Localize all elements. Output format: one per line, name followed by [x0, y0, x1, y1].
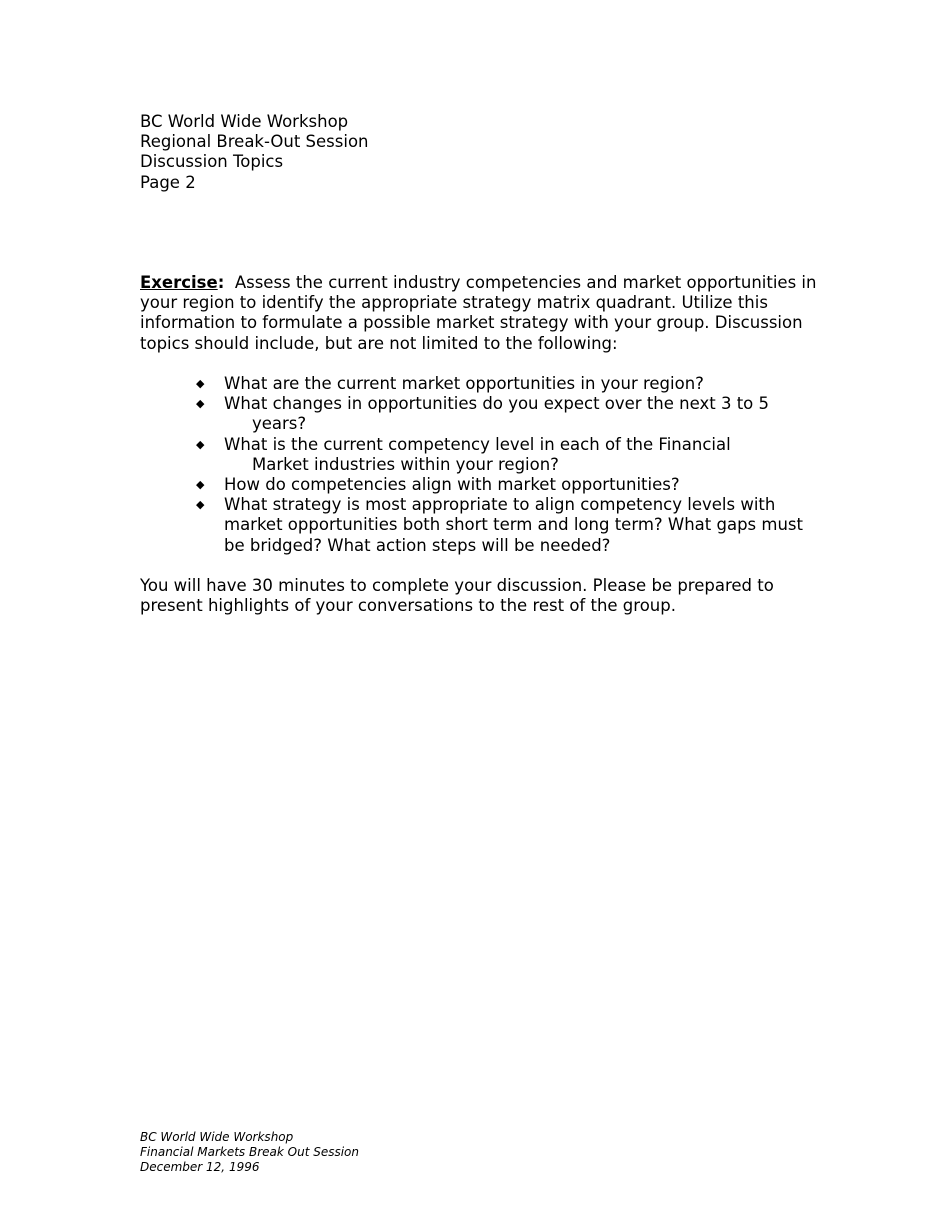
list-item: [140, 475, 814, 495]
footer-session: Financial Markets Break Out Session: [140, 1145, 359, 1159]
exercise-label: Exercise: [140, 273, 218, 292]
list-item-text: What changes in opportunities do you expect over the next 3 to 5: [224, 394, 770, 414]
exercise-paragraph: [140, 273, 820, 354]
list-item-continuation: Market industries within your region?: [252, 454, 559, 474]
header-session: Regional Break-Out Session: [140, 132, 369, 152]
header-title: BC World Wide Workshop: [140, 112, 349, 131]
diamond-bullet-icon: ◆: [196, 397, 205, 411]
document-footer: [140, 1130, 359, 1175]
footer-title: BC World Wide Workshop: [140, 1130, 294, 1144]
diamond-bullet-icon: ◆: [196, 437, 205, 451]
list-item: [140, 394, 814, 434]
list-item-continuation: years?: [252, 414, 307, 434]
document-header: [140, 112, 369, 193]
header-page-number: Page 2: [140, 172, 196, 192]
list-item: [140, 435, 814, 475]
discussion-topics-list: [140, 374, 820, 556]
list-item: [140, 495, 814, 556]
document-body: [140, 273, 820, 616]
list-item-text: What strategy is most appropriate to align competency levels with market opportunities both short term and long term? What gaps must be bridged? What action steps will be needed?: [224, 495, 803, 555]
header-topics: Discussion Topics: [140, 152, 284, 172]
list-item-text: How do competencies align with market opportunities?: [224, 475, 680, 495]
list-item-text: What are the current market opportunities in your region?: [224, 374, 704, 393]
closing-paragraph: You will have 30 minutes to complete your discussion. Please be prepared to present highlights of your conversations to the rest of the group.: [140, 576, 774, 616]
exercise-text: Assess the current industry competencies and market opportunities in your region to identify the appropriate strategy matrix quadrant. Utilize this information to formulate a possible market strategy with your group. Discussion topics should include, but are not limited to the following:: [140, 273, 817, 353]
exercise-colon: :: [217, 273, 225, 292]
diamond-bullet-icon: ◆: [196, 478, 205, 492]
diamond-bullet-icon: ◆: [196, 377, 205, 390]
footer-date: December 12, 1996: [140, 1160, 260, 1174]
list-item-text: What is the current competency level in each of the Financial: [224, 434, 731, 454]
diamond-bullet-icon: ◆: [196, 498, 205, 512]
list-item: [140, 374, 814, 394]
